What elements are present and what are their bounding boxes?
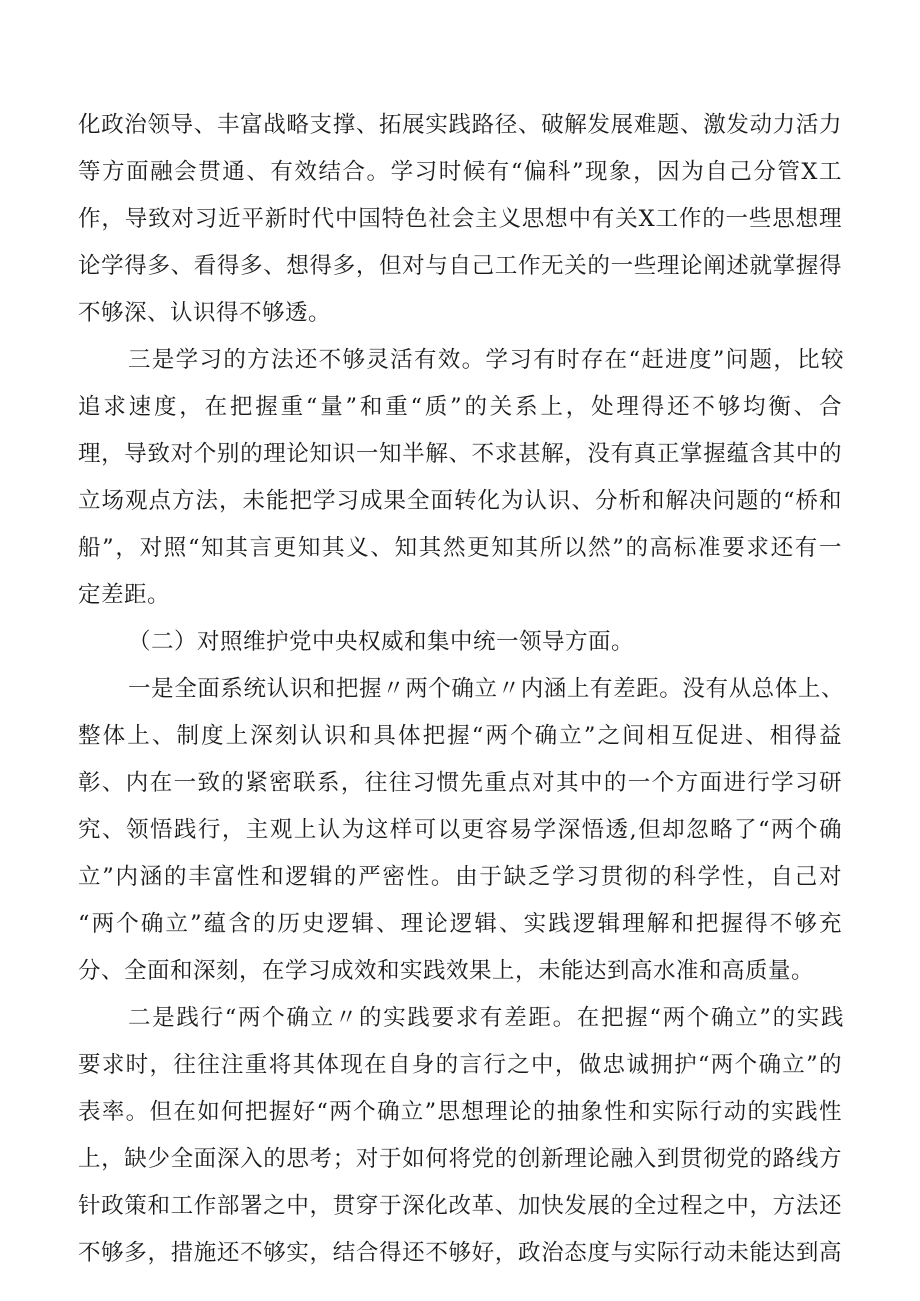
text-line: 针政策和工作部署之中，贯穿于深化改革、加快发展的全过程之中，方法还 — [78, 1193, 842, 1219]
paragraph-start-line: 二是践行“两个确立〃的实践要求有差距。在把握“两个确立”的实践 — [128, 1005, 844, 1031]
text-line: 定差距。 — [78, 582, 171, 608]
text-line: 上，缺少全面深入的思考；对于如何将党的创新理论融入到贯彻党的路线方 — [78, 1146, 842, 1172]
text-line: 等方面融会贯通、有效结合。学习时候有“偏科”现象，因为自己分管X工 — [78, 159, 842, 185]
paragraph-start-line: 一是全面系统认识和把握〃两个确立〃内涵上有差距。没有从总体上、 — [128, 676, 844, 702]
text-line: 化政治领导、丰富战略支撑、拓展实践路径、破解发展难题、激发动力活力 — [78, 112, 842, 138]
text-line: 要求时，往往注重将其体现在自身的言行之中，做忠诚拥护“两个确立”的 — [78, 1052, 842, 1078]
text-line: 追求速度，在把握重“量”和重“质”的关系上，处理得还不够均衡、合 — [78, 394, 842, 420]
text-line: 作，导致对习近平新时代中国特色社会主义思想中有关X工作的一些思想理 — [78, 206, 842, 232]
text-line: 立场观点方法，未能把学习成果全面转化为认识、分析和解决问题的“桥和 — [78, 488, 842, 514]
paragraph-start-line: 三是学习的方法还不够灵活有效。学习有时存在“赶进度”问题，比较 — [128, 347, 844, 373]
text-line: 立”内涵的丰富性和逻辑的严密性。由于缺乏学习贯彻的科学性，自己对 — [78, 864, 842, 890]
text-line: “两个确立”蕴含的历史逻辑、理论逻辑、实践逻辑理解和把握得不够充 — [78, 911, 842, 937]
text-line: 表率。但在如何把握好“两个确立”思想理论的抽象性和实际行动的实践性 — [78, 1099, 842, 1125]
text-line: 不够深、认识得不够透。 — [78, 300, 332, 326]
section-heading: （二）对照维护党中央权威和集中统一领导方面。 — [128, 629, 635, 655]
text-line: 理，导致对个别的理论知识一知半解、不求甚解，没有真正掌握蕴含其中的 — [78, 441, 842, 467]
text-line: 整体上、制度上深刻认识和具体把握“两个确立”之间相互促进、相得益 — [78, 723, 842, 749]
text-line: 不够多，措施还不够实，结合得还不够好，政治态度与实际行动未能达到高 — [78, 1240, 842, 1266]
text-line: 论学得多、看得多、想得多，但对与自己工作无关的一些理论阐述就掌握得 — [78, 253, 842, 279]
text-line: 船”，对照“知其言更知其义、知其然更知其所以然”的高标准要求还有一 — [78, 535, 842, 561]
text-line: 究、领悟践行，主观上认为这样可以更容易学深悟透,但却忽略了“两个确 — [78, 817, 842, 843]
text-line: 分、全面和深刻，在学习成效和实践效果上，未能达到高水准和高质量。 — [78, 958, 815, 984]
text-line: 彰、内在一致的紧密联系，往往习惯先重点对其中的一个方面进行学习研 — [78, 770, 842, 796]
